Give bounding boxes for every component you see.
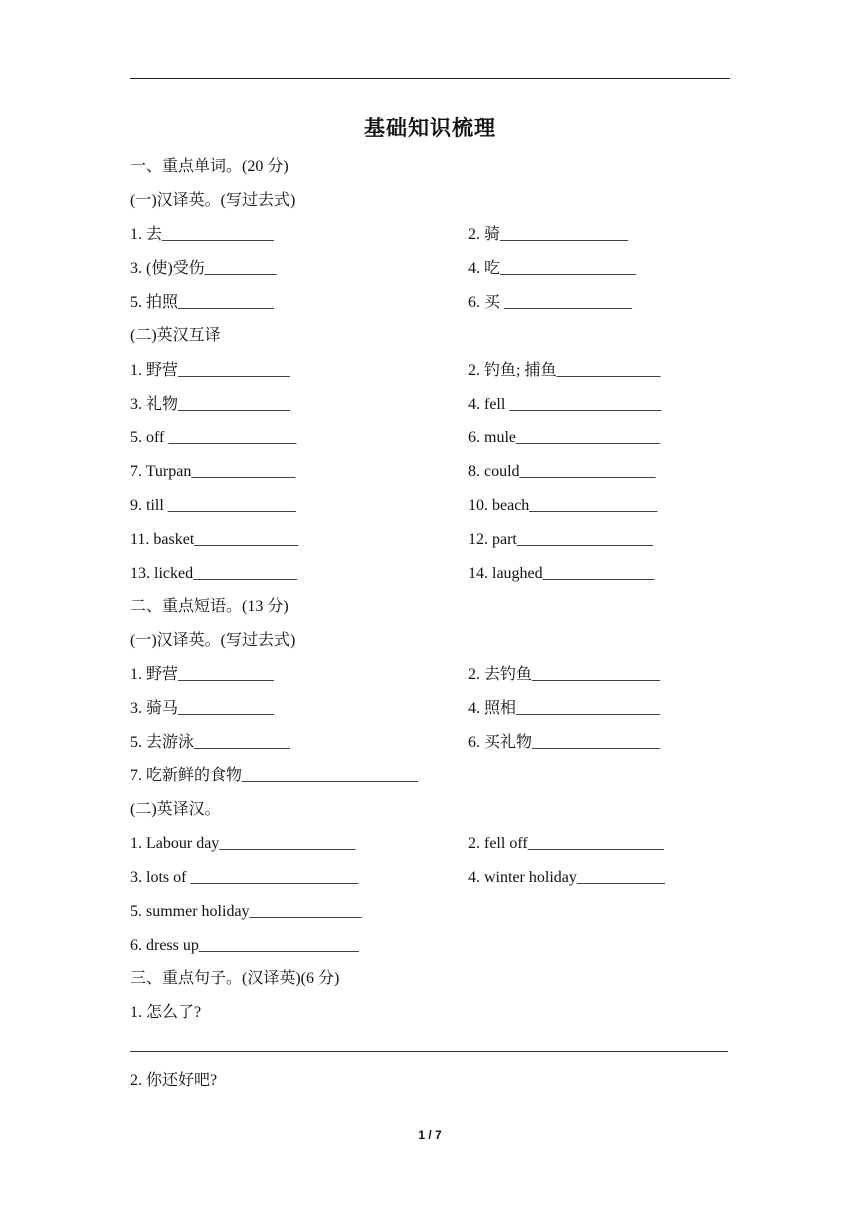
s1-p2-item: 6. mule__________________ [468,429,660,446]
s1-p2-item: 3. 礼物______________ [130,396,291,413]
s1-p2-item: 7. Turpan_____________ [130,463,296,480]
s1-p2-item: 14. laughed______________ [468,565,655,582]
s1-p2-item: 11. basket_____________ [130,531,299,548]
s2-p2-item: 3. lots of _____________________ [130,869,359,886]
s1-p1-item: 3. (使)受伤_________ [130,260,277,277]
s2-p2-item: 2. fell off_________________ [468,835,664,852]
s1-p1-item: 2. 骑________________ [468,226,629,243]
s2-p2-item: 4. winter holiday___________ [468,869,665,886]
answer-line [130,1051,728,1052]
section1-part1-heading: (一)汉译英。(写过去式) [130,192,296,209]
s1-p2-item: 10. beach________________ [468,497,658,514]
section1-heading: 一、重点单词。(20 分) [130,158,289,175]
s1-p2-item: 5. off ________________ [130,429,297,446]
s2-p1-item: 7. 吃新鲜的食物______________________ [130,767,419,784]
s2-p1-item: 3. 骑马____________ [130,700,275,717]
s1-p2-item: 8. could_________________ [468,463,656,480]
page-title: 基础知识梳理 [364,116,496,140]
s1-p2-item: 9. till ________________ [130,497,296,514]
s2-p1-item: 1. 野营____________ [130,666,275,683]
s1-p2-item: 2. 钓鱼; 捕鱼_____________ [468,362,661,379]
s1-p2-item: 13. licked_____________ [130,565,298,582]
s1-p1-item: 1. 去______________ [130,226,275,243]
s1-p2-item: 1. 野营______________ [130,362,291,379]
page-number: 1 / 7 [418,1128,442,1142]
s2-p2-item: 6. dress up____________________ [130,937,359,954]
section2-part2-heading: (二)英译汉。 [130,801,221,818]
s3-item: 1. 怎么了? [130,1004,202,1021]
s2-p1-item: 4. 照相__________________ [468,700,661,717]
s2-p1-item: 2. 去钓鱼________________ [468,666,661,683]
s2-p1-item: 6. 买礼物________________ [468,734,661,751]
s1-p1-item: 6. 买 ________________ [468,294,633,311]
section3-heading: 三、重点句子。(汉译英)(6 分) [130,970,340,987]
s2-p2-item: 5. summer holiday______________ [130,903,362,920]
section2-heading: 二、重点短语。(13 分) [130,598,289,615]
s1-p1-item: 4. 吃_________________ [468,260,637,277]
s1-p2-item: 4. fell ___________________ [468,396,662,413]
s1-p2-item: 12. part_________________ [468,531,653,548]
section1-part2-heading: (二)英汉互译 [130,327,221,344]
header-rule [130,78,730,79]
s2-p2-item: 1. Labour day_________________ [130,835,356,852]
s3-item: 2. 你还好吧? [130,1072,218,1089]
s2-p1-item: 5. 去游泳____________ [130,734,291,751]
s1-p1-item: 5. 拍照____________ [130,294,275,311]
section2-part1-heading: (一)汉译英。(写过去式) [130,632,296,649]
